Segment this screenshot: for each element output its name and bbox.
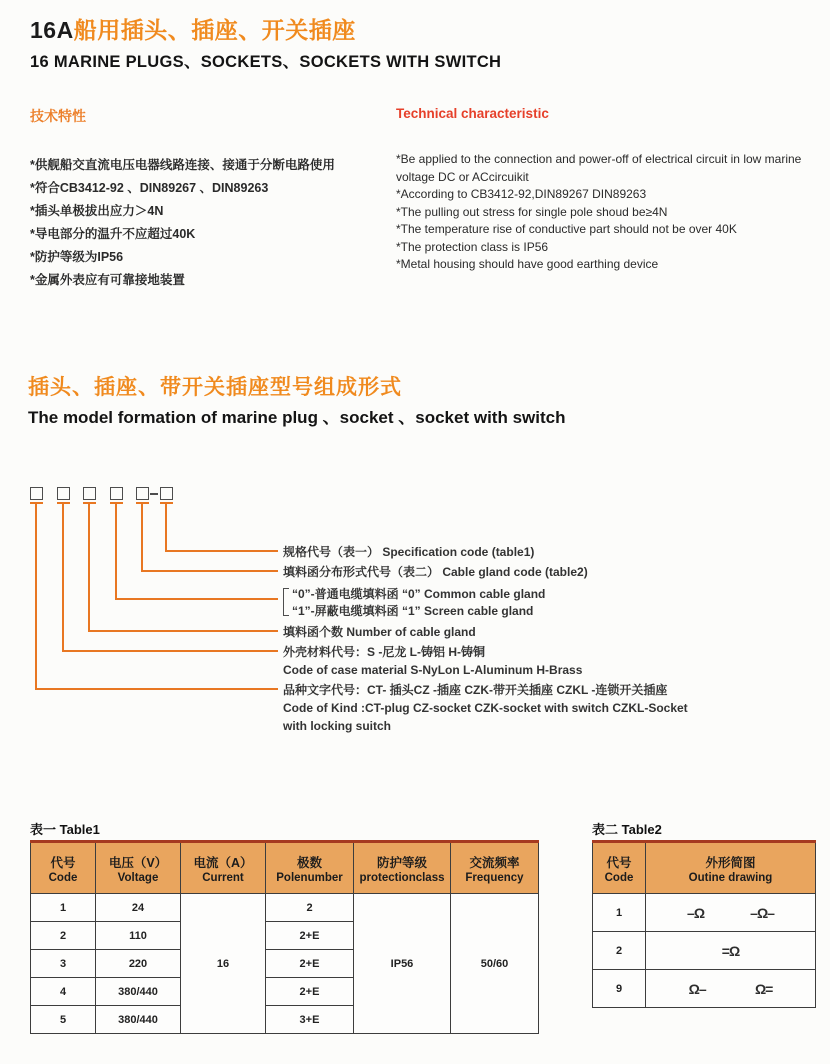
tech-item: *金属外表应有可靠接地装置 [30,273,185,287]
box-underline [57,502,70,504]
table-row [31,894,539,922]
table1-specification [30,840,539,1034]
connector-hline [141,570,278,572]
table1-caption: 表一 Table1 [30,822,100,837]
cell-pole: 2 [266,894,354,922]
cell-frequency-merged: 50/60 [451,894,539,1034]
gland-outline-drawing: =Ω [721,942,740,959]
connector-hline [62,650,278,652]
cell-voltage: 24 [96,894,181,922]
model-label-kind-cn: 品种文字代号：CT- 插头CZ -插座 CZK-带开关插座 CZKL -连锁开关插座 [283,683,668,697]
tech-item: *插头单极拔出应力＞4N [30,204,164,218]
tech-item: *The pulling out stress for single pole shoud be≥4N [396,204,668,219]
cell-code: 2 [31,922,96,950]
cell-code: 2 [593,932,646,970]
model-label-material-en: Code of case material S-NyLon L-Aluminum H-Brass [283,663,583,677]
tech-item: *The protection class is IP56 [396,239,549,254]
cell-code: 9 [593,970,646,1008]
page-subtitle: 16 MARINE PLUGS、SOCKETS、SOCKETS WITH SWITCH [30,53,502,71]
col-header-code: 代号 Code [593,842,646,894]
col-header-voltage: 电压（V） Voltage [96,842,181,894]
box-underline [30,502,43,504]
cell-voltage: 380/440 [96,978,181,1006]
cell-protection-merged: IP56 [354,894,451,1034]
cell-code: 4 [31,978,96,1006]
model-label-gland-type-1: “1”-屏蔽电缆填料函 “1” Screen cable gland [292,604,534,618]
tech-list-cn [30,154,390,292]
tech-section-cn [30,106,390,292]
model-code-box [57,487,70,500]
table-row [593,970,816,1008]
gland-outline-drawing: Ω= [754,980,773,997]
model-code-dash [150,493,158,495]
tech-item: *供舰船交直流电压电器线路连接、接通于分断电路使用 [30,158,335,172]
table2-header-row [593,842,816,894]
connector-vline [35,503,37,690]
connector-hline [88,630,278,632]
table2-caption: 表二 Table2 [592,822,662,837]
cell-code: 5 [31,1006,96,1034]
col-header-polenumber: 极数 Polenumber [266,842,354,894]
tech-item: *According to CB3412-92,DIN89267 DIN89263 [396,187,647,201]
connector-vline [141,503,143,572]
connector-hline [115,598,278,600]
tech-item: *防护等级为IP56 [30,250,124,264]
cell-code: 1 [31,894,96,922]
gland-outline-drawing: –Ω [687,904,705,921]
cell-drawing [646,894,816,932]
model-label-kind-en2: with locking suitch [283,719,392,733]
model-code-box [83,487,96,500]
tech-item: *导电部分的温升不应超过40K [30,227,196,241]
model-section-heading [28,371,565,428]
model-code-box [30,487,43,500]
col-header-current: 电流（A） Current [181,842,266,894]
model-label-kind-en1: Code of Kind :CT-plug CZ-socket CZK-socket with switch CZKL-Socket [283,701,688,715]
tech-section-en [396,106,810,274]
model-code-box [160,487,173,500]
table-row [593,894,816,932]
col-header-code: 代号 Code [31,842,96,894]
col-header-protectionclass: 防护等级 protectionclass [354,842,451,894]
cell-current-merged: 16 [181,894,266,1034]
model-label-gland-code: 填料函分布形式代号（表二） Cable gland code (table2) [283,565,588,579]
connector-vline [165,503,167,552]
gland-outline-drawing: –Ω– [750,904,774,921]
tech-heading-en: Technical characteristic [396,106,549,121]
tech-item: *Be applied to the connection and power-off of electrical circuit in low marine voltage DC or ACcircuikit [396,152,802,184]
model-code-box [110,487,123,500]
box-underline [160,502,173,504]
box-underline [83,502,96,504]
tech-heading-cn: 技术特性 [30,108,86,124]
tech-list-en [396,151,810,274]
connector-vline [115,503,117,600]
box-underline [136,502,149,504]
model-label-gland-type-0: “0”-普通电缆填料函 “0” Common cable gland [292,587,546,601]
connector-vline [88,503,90,632]
cell-pole: 3+E [266,1006,354,1034]
bracket-icon [283,588,289,616]
page-title-block [30,12,501,72]
model-heading-cn: 插头、插座、带开关插座型号组成形式 [28,376,402,399]
cell-pole: 2+E [266,978,354,1006]
tech-item: *符合CB3412-92 、DIN89267 、DIN89263 [30,181,269,195]
model-label-gland-number: 填料函个数 Number of cable gland [283,625,476,639]
tech-item: *Metal housing should have good earthing device [396,257,659,271]
col-header-frequency: 交流频率 Frequency [451,842,539,894]
page-title [30,12,501,45]
model-label-spec: 规格代号（表一） Specification code (table1) [283,545,535,559]
table2-outline-drawing [592,840,816,1008]
cell-code: 3 [31,950,96,978]
cell-voltage: 220 [96,950,181,978]
connector-hline [165,550,278,552]
cell-drawing [646,970,816,1008]
cell-pole: 2+E [266,922,354,950]
model-code-box [136,487,149,500]
title-amp-rating: 16A [30,17,74,43]
box-underline [110,502,123,504]
gland-outline-drawing: Ω– [688,980,706,997]
cell-pole: 2+E [266,950,354,978]
title-chinese: 船用插头、插座、开关插座 [73,17,356,43]
model-heading-en: The model formation of marine plug 、socket 、socket with switch [28,408,566,427]
cell-voltage: 380/440 [96,1006,181,1034]
col-header-outline-drawing: 外形简图 Outine drawing [646,842,816,894]
cell-voltage: 110 [96,922,181,950]
cell-drawing [646,932,816,970]
tech-item: *The temperature rise of conductive part should not be over 40K [396,222,737,236]
connector-hline [35,688,278,690]
table1-header-row [31,842,539,894]
connector-vline [62,503,64,652]
cell-code: 1 [593,894,646,932]
model-label-material-cn: 外壳材料代号：S -尼龙 L-铸铝 H-铸铜 [283,645,485,659]
table-row [593,932,816,970]
